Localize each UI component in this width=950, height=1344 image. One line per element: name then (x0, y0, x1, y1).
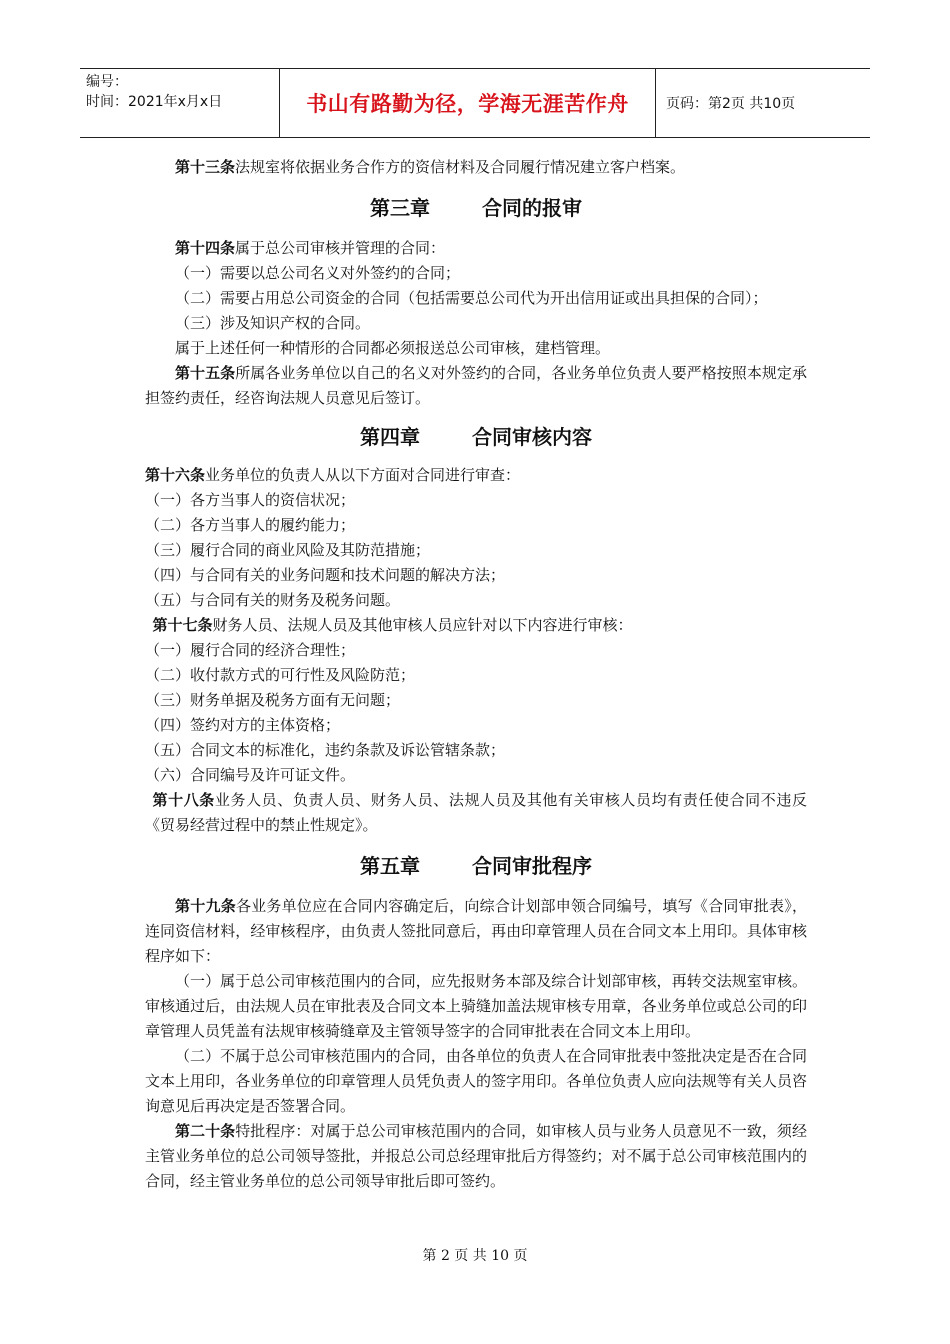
list-item: （三）履行合同的商业风险及其防范措施； (145, 541, 431, 559)
article-text: 财务人员、法规人员及其他审核人员应针对以下内容进行审核： (212, 616, 633, 634)
chapter-title: 合同审批程序 (472, 854, 592, 878)
header-page-info: 页码：第2页 共10页 (666, 96, 796, 112)
header-motto: 书山有路勤为径，学海无涯苦作舟 (280, 69, 656, 137)
article-20 (145, 1119, 807, 1194)
header-meta (80, 69, 280, 137)
article-18 (145, 788, 807, 838)
chapter-heading (145, 411, 807, 463)
chapter-heading (145, 180, 807, 236)
article-text: 法规室将依据业务合作方的资信材料及合同履行情况建立客户档案。 (235, 158, 686, 176)
article-lead: 第十四条 (175, 239, 236, 257)
article-lead: 第十三条 (175, 158, 236, 176)
article-lead: 第十七条 (152, 616, 213, 634)
list-item: （四）签约对方的主体资格； (145, 716, 341, 734)
article-text: 业务人员、负责人员、财务人员、法规人员及其他有关审核人员均有责任使合同不违反《贸易经营过程中的禁止性规定》。 (145, 791, 807, 834)
article-15 (145, 361, 807, 411)
list-item: （二）收付款方式的可行性及风险防范； (145, 666, 416, 684)
list-item: （二）不属于总公司审核范围内的合同，由各单位的负责人在合同审批表中签批决定是否在合同文本上用印，各业务单位的印章管理人员凭负责人的签字用印。各单位负责人应向法规等有关人员咨询意见后再决定是否签署合同。 (145, 1047, 807, 1115)
list-item: （一）履行合同的经济合理性； (145, 641, 356, 659)
list-item: （六）合同编号及许可证文件。 (145, 766, 356, 784)
article-lead: 第十五条 (175, 364, 236, 382)
document-date-label: 时间：2021年x月x日 (86, 94, 223, 110)
article-16 (145, 463, 807, 488)
list-item: （二）需要占用总公司资金的合同（包括需要总公司代为开出信用证或出具担保的合同）； (175, 289, 768, 307)
article-14-note: 属于上述任何一种情形的合同都必须报送总公司审核，建档管理。 (175, 339, 611, 357)
list-item: （五）合同文本的标准化，违约条款及诉讼管辖条款； (145, 741, 506, 759)
chapter-title: 合同审核内容 (472, 425, 592, 449)
list-item: （三）涉及知识产权的合同。 (175, 314, 371, 332)
article-13 (145, 155, 807, 180)
page-header (80, 68, 870, 138)
article-17 (145, 613, 807, 638)
article-lead: 第十九条 (175, 897, 236, 915)
chapter-number: 第三章 (370, 196, 430, 220)
list-item: （一）属于总公司审核范围内的合同，应先报财务本部及综合计划部审核，再转交法规室审核。审核通过后，由法规人员在审批表及合同文本上骑缝加盖法规审核专用章，各业务单位或总公司的印章管理人员凭盖有法规审核骑缝章及主管领导签字的合同审批表在合同文本上用印。 (145, 972, 807, 1040)
list-item: （三）财务单据及税务方面有无问题； (145, 691, 401, 709)
chapter-heading (145, 838, 807, 894)
list-item: （四）与合同有关的业务问题和技术问题的解决方法； (145, 566, 506, 584)
list-item: （一）各方当事人的资信状况； (145, 491, 356, 509)
article-lead: 第二十条 (175, 1122, 236, 1140)
chapter-number: 第五章 (360, 854, 420, 878)
article-lead: 第十八条 (152, 791, 215, 809)
chapter-title: 合同的报审 (482, 196, 582, 220)
list-item: （五）与合同有关的财务及税务问题。 (145, 591, 401, 609)
article-text: 所属各业务单位以自己的名义对外签约的合同，各业务单位负责人要严格按照本规定承担签约责任，经咨询法规人员意见后签订。 (145, 364, 807, 407)
page-footer: 第 2 页 共 10 页 (422, 1248, 528, 1264)
article-14 (145, 236, 807, 261)
article-text: 各业务单位应在合同内容确定后，向综合计划部申领合同编号，填写《合同审批表》，连同资信材料，经审核程序，由负责人签批同意后，再由印章管理人员在合同文本上用印。具体审核程序如下： (145, 897, 807, 965)
list-item: （一）需要以总公司名义对外签约的合同； (175, 264, 461, 282)
article-text: 特批程序：对属于总公司审核范围内的合同，如审核人员与业务人员意见不一致，须经主管业务单位的总公司领导签批，并报总公司总经理审批后方得签约；对不属于总公司审核范围内的合同，经主管业务单位的总公司领导审批后即可签约。 (145, 1122, 807, 1190)
article-19 (145, 894, 807, 969)
article-lead: 第十六条 (145, 466, 206, 484)
document-number-label: 编号： (86, 74, 128, 90)
chapter-number: 第四章 (360, 425, 420, 449)
list-item: （二）各方当事人的履约能力； (145, 516, 356, 534)
document-body (145, 155, 807, 1194)
article-text: 业务单位的负责人从以下方面对合同进行审查： (205, 466, 521, 484)
article-text: 属于总公司审核并管理的合同： (235, 239, 446, 257)
